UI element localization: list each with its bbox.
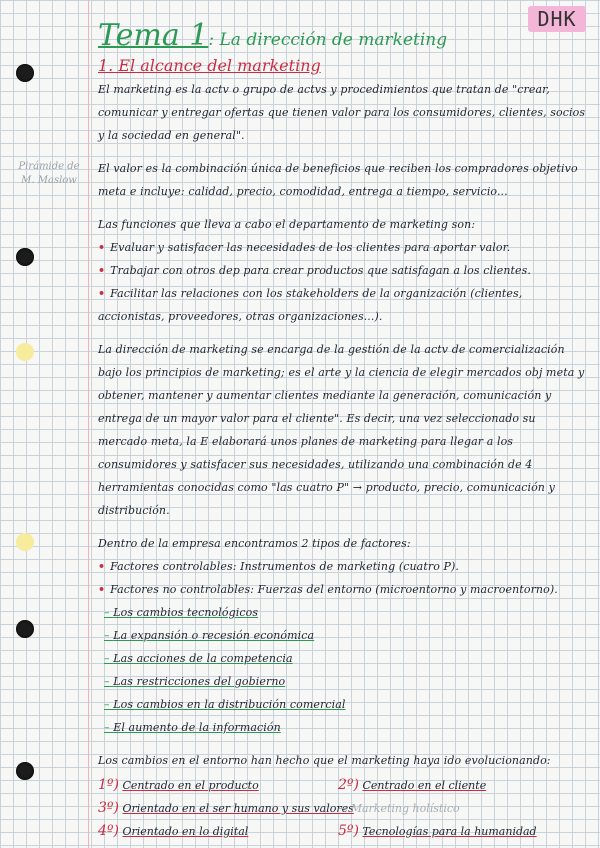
evolution-grid bbox=[98, 774, 586, 843]
evolution-item bbox=[98, 774, 338, 797]
evolution-text: Tecnologías para la humanidad bbox=[362, 825, 537, 838]
evolution-text: Orientado en lo digital bbox=[122, 825, 249, 838]
changes-list bbox=[98, 601, 586, 739]
evolution-text: → Marketing holístico bbox=[338, 802, 460, 815]
evolution-item bbox=[98, 797, 354, 820]
evolution-item bbox=[338, 820, 588, 843]
binder-hole bbox=[16, 248, 34, 266]
title-main: Tema 1 bbox=[98, 18, 209, 53]
binder-hole bbox=[16, 64, 34, 82]
evolution-item bbox=[338, 774, 588, 797]
list-item: • Factores controlables: Instrumentos de marketing (cuatro P). bbox=[98, 555, 586, 578]
list-item: – Las acciones de la competencia bbox=[104, 647, 586, 670]
evolution-text: Centrado en el producto bbox=[122, 779, 259, 792]
page-title bbox=[98, 18, 447, 53]
list-item: – El aumento de la información bbox=[104, 716, 586, 739]
evolution-number: 1º) bbox=[98, 777, 119, 793]
list-item: – Los cambios tecnológicos bbox=[104, 601, 586, 624]
list-item: • Evaluar y satisfacer las necesidades de los clientes para aportar valor. bbox=[98, 236, 586, 259]
evolution-number: 2º) bbox=[338, 777, 359, 793]
list-item: • Facilitar las relaciones con los stakeholders de la organización (clientes, accionistas, proveedores, otras organizaciones...). bbox=[98, 282, 586, 328]
evolution-text: Centrado en el cliente bbox=[362, 779, 487, 792]
paragraph-marketing-direction: La dirección de marketing se encarga de la gestión de la actv de comercialización bajo los principios de marketing; es el arte y la ciencia de elegir mercados obj meta y obtener, mantener y aumentar clientes mediante la generación, comunicación y entrega de un mayor valor para el cliente". Es decir, una vez seleccionado su mercado meta, la E elaborará unos planes de marketing para llegar a los consumidores y satisfacer sus necesidades, utilizando una combinación de 4 herramientas conocidas como "las cuatro P" → producto, precio, comunicación y distribución. bbox=[98, 343, 585, 517]
paragraph-value-definition: El valor es la combinación única de beneficios que reciben los compradores objetivo meta e incluye: calidad, precio, comodidad, entrega a tiempo, servicio... bbox=[98, 162, 578, 198]
section-heading: 1. El alcance del marketing bbox=[98, 56, 321, 75]
functions-list bbox=[98, 236, 586, 328]
margin-line bbox=[88, 0, 89, 848]
paragraph-functions-intro: Las funciones que lleva a cabo el departamento de marketing son: bbox=[98, 218, 476, 231]
binder-hole bbox=[16, 620, 34, 638]
notes-body bbox=[98, 78, 586, 843]
evolution-number: 5º) bbox=[338, 823, 359, 839]
evolution-item bbox=[98, 820, 338, 843]
list-item: – Las restricciones del gobierno bbox=[104, 670, 586, 693]
evolution-number: 4º) bbox=[98, 823, 119, 839]
list-item: • Trabajar con otros dep para crear productos que satisfagan a los clientes. bbox=[98, 259, 586, 282]
title-rest: : La dirección de marketing bbox=[208, 30, 448, 50]
list-item: – Los cambios en la distribución comercial bbox=[104, 693, 586, 716]
margin-note: Pirámide de M. Maslow bbox=[18, 161, 80, 186]
evolution-item bbox=[338, 797, 588, 820]
binder-hole bbox=[16, 762, 34, 780]
list-item: – La expansión o recesión económica bbox=[104, 624, 586, 647]
binder-hole bbox=[16, 343, 34, 361]
paragraph-evolution-intro: Los cambios en el entorno han hecho que el marketing haya ido evolucionando: bbox=[98, 754, 551, 767]
factors-list bbox=[98, 555, 586, 601]
evolution-number: 3º) bbox=[98, 800, 119, 816]
evolution-text: Orientado en el ser humano y sus valores bbox=[122, 802, 354, 815]
paragraph-marketing-definition: El marketing es la actv o grupo de actvs y procedimientos que tratan de "crear, comunicar y entregar ofertas que tienen valor para los consumidores, clientes, socios y la sociedad en general". bbox=[98, 83, 586, 142]
paragraph-factors-intro: Dentro de la empresa encontramos 2 tipos de factores: bbox=[98, 537, 411, 550]
list-item: • Factores no controlables: Fuerzas del entorno (microentorno y macroentorno). bbox=[98, 578, 586, 601]
brand-logo: DHK bbox=[528, 6, 586, 32]
binder-hole bbox=[16, 533, 34, 551]
